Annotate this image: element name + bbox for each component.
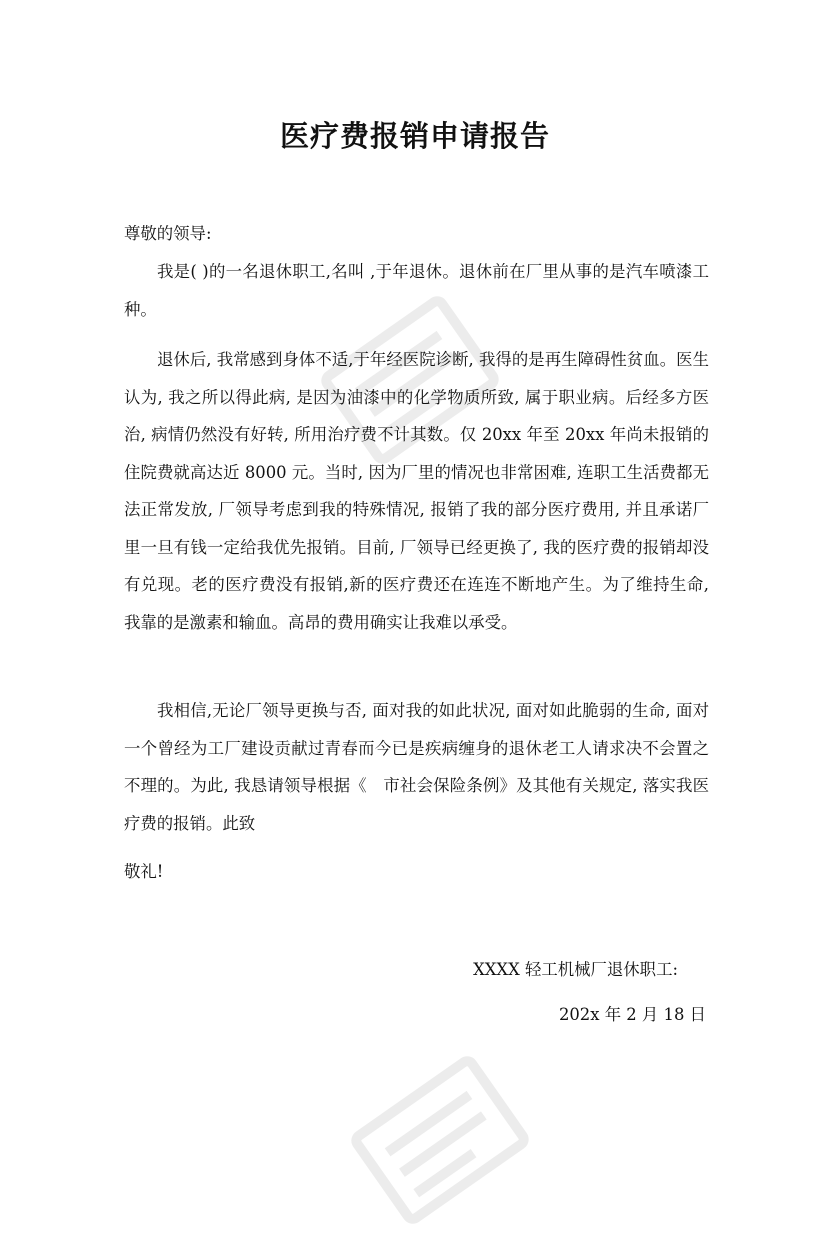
signer: XXXX 轻工机械厂退休职工: [473,960,678,979]
paragraph-illness: 退休后, 我常感到身体不适,于年经医院诊断, 我得的是再生障碍性贫血。医生认为, 我之所以得此病, 是因为油漆中的化学物质所致, 属于职业病。后经多方医治, 病情仍然没有好转, 所用治疗费不计其数。仅 20xx 年至 20xx 年尚未报销的住院费就高达近 8000 元。当时, 因为厂里的情况也非常困难, 连职工生活费都无法正常发放, 厂领导考虑到我的特殊情况, 报销了我的部分医疗费用, 并且承诺厂里一旦有钱一定给我优先报销。目前, 厂领导已经更换了, 我的医疗费的报销却没有兑现。老的医疗费没有报销,新的医疗费还在连连不断地产生。为了维持生命, 我靠的是激素和输血。高昂的费用确实让我难以承受。 [124,350,709,632]
date: 202x 年 2 月 18 日 [558,1005,706,1024]
paragraph-intro: 我是( )的一名退休职工,名叫 ,于年退休。退休前在厂里从事的是汽车喷漆工种。 [124,262,709,319]
closing: 敬礼! [124,862,164,881]
salutation: 尊敬的领导: [124,224,212,243]
document-title: 医疗费报销申请报告 [279,119,550,153]
paragraph-request: 我相信,无论厂领导更换与否, 面对我的如此状况, 面对如此脆弱的生命, 面对一个曾经为工厂建设贡献过青春而今已是疾病缠身的退休老工人请求决不会置之不理的。为此, 我恳请领导根据《 市社会保险条例》及其他有关规定, 落实我医疗费的报销。此致 [124,701,709,833]
